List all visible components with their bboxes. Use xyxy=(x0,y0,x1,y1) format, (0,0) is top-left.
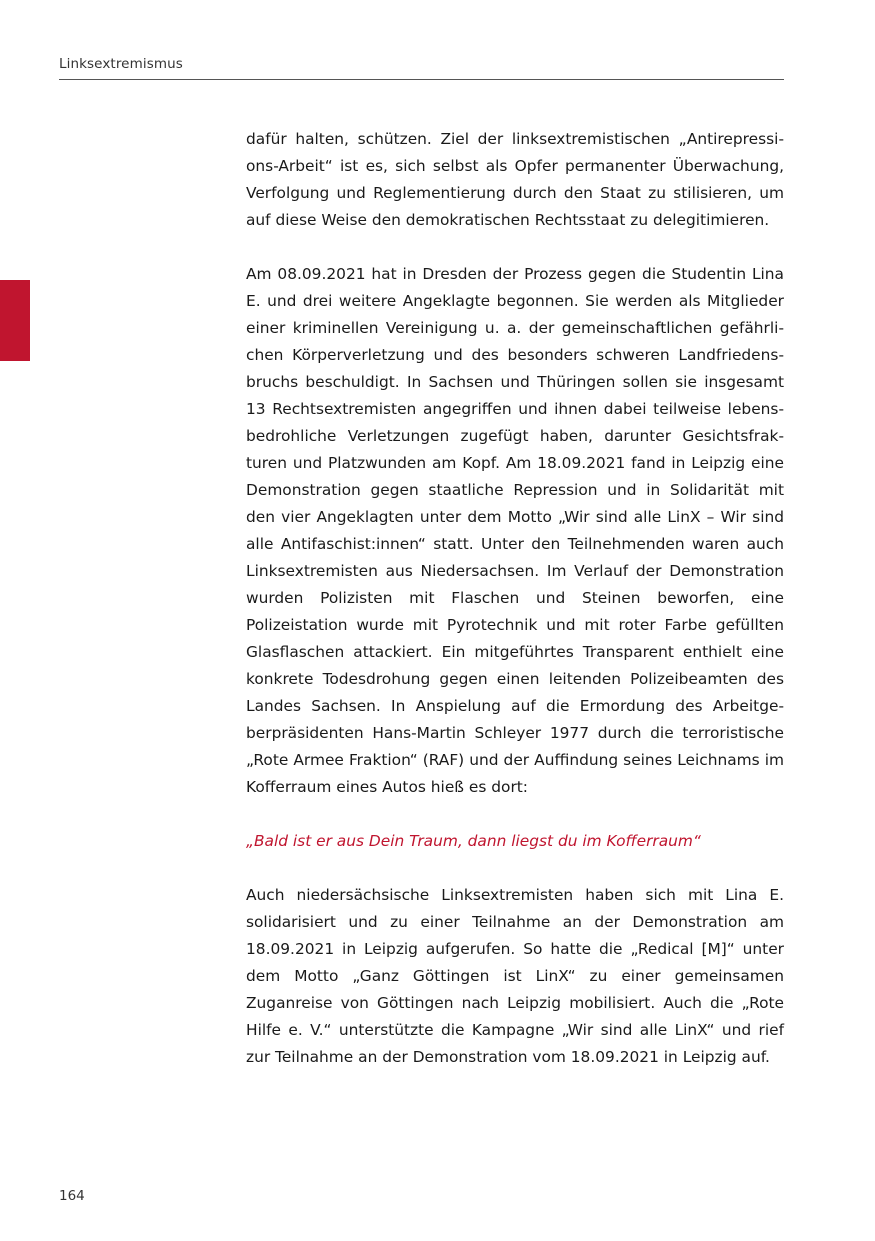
body-text xyxy=(246,126,784,1098)
paragraph-lina-trial: Am 08.09.2021 hat in Dresden der Prozess gegen die Studentin Lina E. und drei weitere Angeklagte begonnen. Sie werden als Mitglieder einer kriminellen Vereinigung u. a. der gemeinschaftlichen gefährlichen Körperverletzung und des besonders schweren Landfriedensbruchs beschuldigt. In Sachsen und Thüringen sollen sie insgesamt 13 Rechtsextremisten angegriffen und ihnen dabei teilweise lebensbedrohliche Verletzungen zugefügt haben, darunter Gesichtsfrakturen und Platzwunden am Kopf. Am 18.09.2021 fand in Leipzig eine Demonstration gegen staatliche Repression und in Solidarität mit den vier Angeklagten unter dem Motto „Wir sind alle LinX – Wir sind alle Antifaschist:innen“ statt. Unter den Teilnehmenden waren auch Linksextremisten aus Niedersachsen. Im Verlauf der Demonstration wurden Polizisten mit Flaschen und Steinen beworfen, eine Polizeistation wurde mit Pyrotechnik und mit roter Farbe gefüllten Glasflaschen attackiert. Ein mitgeführtes Transparent enthielt eine konkrete Todesdrohung gegen einen leitenden Polizeibeamten des Landes Sachsen. In Anspielung auf die Ermordung des Arbeitgeberpräsidenten Hans-Martin Schleyer 1977 durch die terroristische „Rote Armee Fraktion“ (RAF) und der Auffindung seines Leichnams im Kofferraum eines Autos hieß es dort: xyxy=(246,265,784,796)
paragraph-lower-saxony: Auch niedersächsische Linksextremisten haben sich mit Lina E. solidarisiert und zu einer Teilnahme an der Demonstration am 18.09.2021 in Leipzig aufgerufen. So hatte die „Redical [M]“ unter dem Motto „Ganz Göttingen ist LinX“ zu einer gemeinsamen Zuganreise von Göttingen nach Leipzig mobilisiert. Auch die „Rote Hilfe e. V.“ unterstützte die Kampagne „Wir sind alle LinX“ und rief zur Teilnahme an der Demonstration vom 18.09.2021 in Leipzig auf. xyxy=(246,886,784,1066)
header-rule xyxy=(59,79,784,80)
page-number: 164 xyxy=(59,1188,85,1204)
chapter-side-marker xyxy=(0,280,30,361)
paragraph-intro: dafür halten, schützen. Ziel der linksextremistischen „Antirepressions-Arbeit“ ist es, sich selbst als Opfer permanenter Überwachung, Verfolgung und Reglementierung durch den Staat zu stilisieren, um auf diese Weise den demokratischen Rechtsstaat zu delegitimieren. xyxy=(246,130,784,229)
running-header: Linksextremismus xyxy=(59,56,183,72)
banner-quote: „Bald ist er aus Dein Traum, dann liegst du im Kofferraum“ xyxy=(246,832,701,850)
